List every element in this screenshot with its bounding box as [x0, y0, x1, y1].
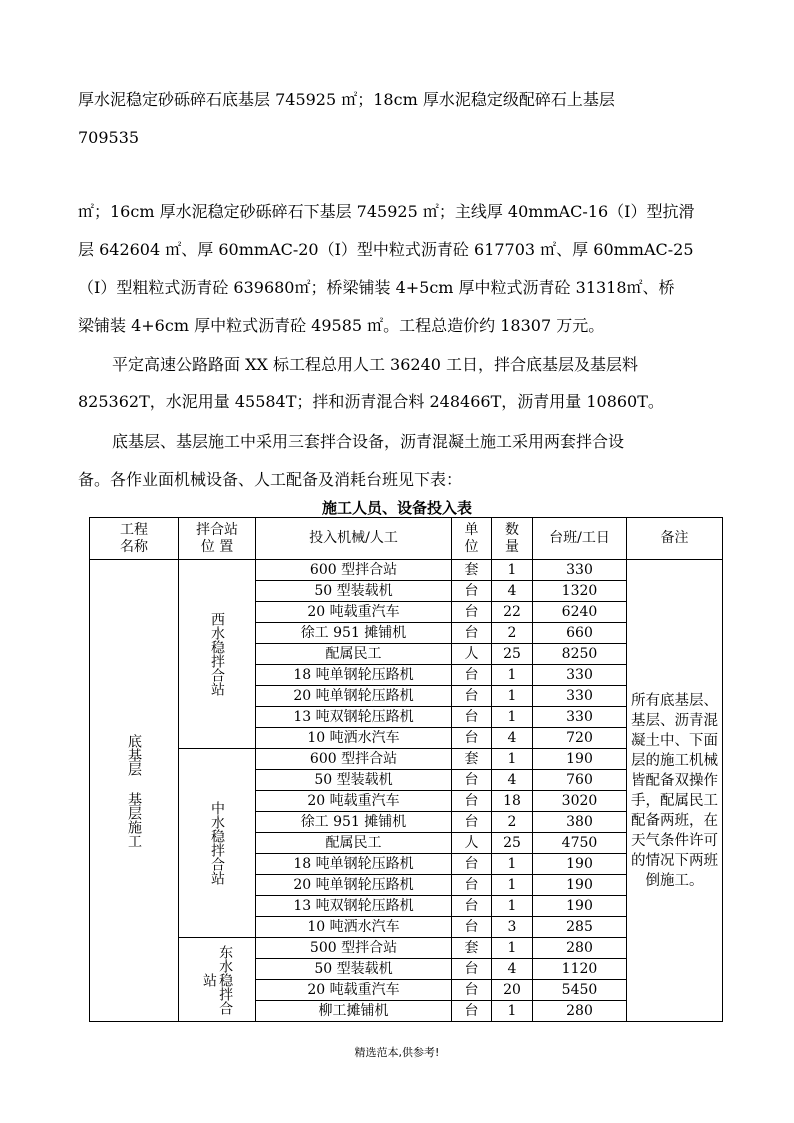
unit-cell: 人: [452, 833, 492, 854]
machine-cell: 配属民工: [256, 833, 452, 854]
machine-cell: 20 吨载重汽车: [256, 980, 452, 1001]
paragraph-line: 709535: [78, 128, 140, 147]
quantity-cell: 25: [492, 833, 533, 854]
unit-cell: 台: [452, 980, 492, 1001]
quantity-cell: 1: [492, 1001, 533, 1022]
unit-cell: 台: [452, 917, 492, 938]
shifts-cell: 280: [533, 1001, 627, 1022]
shifts-cell: 190: [533, 875, 627, 896]
quantity-cell: 1: [492, 896, 533, 917]
paragraph-line: 底基层、基层施工中采用三套拌合设备，沥青混凝土施工采用两套拌合设: [112, 432, 625, 451]
quantity-cell: 22: [492, 602, 533, 623]
shifts-cell: 190: [533, 854, 627, 875]
table-header-row: [90, 518, 723, 560]
shifts-cell: 760: [533, 770, 627, 791]
unit-cell: 台: [452, 812, 492, 833]
quantity-cell: 4: [492, 728, 533, 749]
unit-cell: 套: [452, 938, 492, 959]
machine-cell: 600 型拌合站: [256, 749, 452, 770]
quantity-cell: 1: [492, 875, 533, 896]
unit-cell: 台: [452, 581, 492, 602]
shifts-cell: 380: [533, 812, 627, 833]
station-cell-middle: 中水稳拌合站: [179, 749, 256, 938]
unit-cell: 台: [452, 959, 492, 980]
machine-cell: 配属民工: [256, 644, 452, 665]
unit-cell: 人: [452, 644, 492, 665]
unit-cell: 台: [452, 1001, 492, 1022]
shifts-cell: 330: [533, 560, 627, 581]
unit-cell: 台: [452, 896, 492, 917]
unit-cell: 台: [452, 623, 492, 644]
machine-cell: 20 吨载重汽车: [256, 602, 452, 623]
quantity-cell: 2: [492, 812, 533, 833]
station-cell-east: 东水稳拌合站: [179, 938, 256, 1022]
paragraph-line: （I）型粗粒式沥青砼 639680㎡；桥梁铺装 4+5cm 厚中粒式沥青砼 31318㎡、桥: [78, 278, 675, 297]
shifts-cell: 1320: [533, 581, 627, 602]
quantity-cell: 4: [492, 959, 533, 980]
quantity-cell: 1: [492, 665, 533, 686]
shifts-cell: 660: [533, 623, 627, 644]
paragraph-line: 层 642604 ㎡、厚 60mmAC-20（I）型中粒式沥青砼 617703 ㎡、厚 60mmAC-25: [78, 240, 694, 259]
unit-cell: 套: [452, 560, 492, 581]
shifts-cell: 330: [533, 707, 627, 728]
quantity-cell: 1: [492, 686, 533, 707]
machine-cell: 18 吨单钢轮压路机: [256, 665, 452, 686]
machine-cell: 20 吨单钢轮压路机: [256, 875, 452, 896]
quantity-cell: 20: [492, 980, 533, 1001]
shifts-cell: 330: [533, 665, 627, 686]
shifts-cell: 8250: [533, 644, 627, 665]
shifts-cell: 3020: [533, 791, 627, 812]
machine-cell: 10 吨洒水汽车: [256, 917, 452, 938]
machine-cell: 600 型拌合站: [256, 560, 452, 581]
table-row: [90, 560, 723, 581]
shifts-cell: 5450: [533, 980, 627, 1001]
shifts-cell: 285: [533, 917, 627, 938]
machine-cell: 500 型拌合站: [256, 938, 452, 959]
paragraph-line: ㎡；16cm 厚水泥稳定砂砾碎石下基层 745925 ㎡；主线厚 40mmAC-16（I）型抗滑: [78, 202, 695, 221]
machine-cell: 13 吨双钢轮压路机: [256, 896, 452, 917]
unit-cell: 台: [452, 686, 492, 707]
header-remarks: 备注: [627, 518, 723, 560]
unit-cell: 台: [452, 728, 492, 749]
unit-cell: 台: [452, 791, 492, 812]
quantity-cell: 4: [492, 770, 533, 791]
machine-cell: 10 吨洒水汽车: [256, 728, 452, 749]
unit-cell: 台: [452, 770, 492, 791]
unit-cell: 台: [452, 875, 492, 896]
machine-cell: 50 型装载机: [256, 770, 452, 791]
header-project-name: 工程 名称: [90, 518, 179, 560]
machine-cell: 柳工摊铺机: [256, 1001, 452, 1022]
shifts-cell: 6240: [533, 602, 627, 623]
station-cell-west: 西水稳拌合站: [179, 560, 256, 749]
quantity-cell: 3: [492, 917, 533, 938]
paragraph-line: 825362T，水泥用量 45584T；拌和沥青混合料 248466T，沥青用量 10860T。: [78, 392, 664, 411]
machine-cell: 20 吨单钢轮压路机: [256, 686, 452, 707]
table-title: 施工人员、设备投入表: [321, 499, 472, 517]
shifts-cell: 330: [533, 686, 627, 707]
header-station-location: 拌合站 位 置: [179, 518, 256, 560]
quantity-cell: 2: [492, 623, 533, 644]
quantity-cell: 1: [492, 854, 533, 875]
unit-cell: 台: [452, 665, 492, 686]
paragraph-line: 梁铺装 4+6cm 厚中粒式沥青砼 49585 ㎡。工程总造价约 18307 万元。: [78, 316, 605, 335]
quantity-cell: 1: [492, 707, 533, 728]
shifts-cell: 280: [533, 938, 627, 959]
header-quantity: 数 量: [492, 518, 533, 560]
shifts-cell: 190: [533, 749, 627, 770]
header-shifts: 台班/工日: [533, 518, 627, 560]
header-unit: 单 位: [452, 518, 492, 560]
paragraph-line: 平定高速公路路面 XX 标工程总用人工 36240 工日，拌合底基层及基层料: [112, 355, 639, 374]
unit-cell: 台: [452, 602, 492, 623]
machine-cell: 50 型装载机: [256, 959, 452, 980]
machine-cell: 徐工 951 摊铺机: [256, 812, 452, 833]
quantity-cell: 4: [492, 581, 533, 602]
footer-note: 精选范本,供参考!: [354, 1046, 440, 1059]
shifts-cell: 1120: [533, 959, 627, 980]
paragraph-line: 备。各作业面机械设备、人工配备及消耗台班见下表：: [78, 470, 463, 489]
machine-cell: 50 型装载机: [256, 581, 452, 602]
quantity-cell: 1: [492, 938, 533, 959]
quantity-cell: 1: [492, 749, 533, 770]
shifts-cell: 4750: [533, 833, 627, 854]
quantity-cell: 1: [492, 560, 533, 581]
project-name-cell: 底基层 基层施工: [90, 560, 179, 1022]
shifts-cell: 720: [533, 728, 627, 749]
machine-cell: 18 吨单钢轮压路机: [256, 854, 452, 875]
machine-cell: 徐工 951 摊铺机: [256, 623, 452, 644]
quantity-cell: 25: [492, 644, 533, 665]
header-machinery: 投入机械/人工: [256, 518, 452, 560]
unit-cell: 台: [452, 707, 492, 728]
unit-cell: 套: [452, 749, 492, 770]
shifts-cell: 190: [533, 896, 627, 917]
unit-cell: 台: [452, 854, 492, 875]
remarks-cell: 所有底基层、基层、沥青混凝土中、下面层的施工机械皆配备双操作手，配属民工配备两班，在天气条件许可的情况下两班倒施工。: [627, 560, 723, 1022]
paragraph-line: 厚水泥稳定砂砾碎石底基层 745925 ㎡；18cm 厚水泥稳定级配碎石上基层: [78, 90, 615, 109]
machine-cell: 13 吨双钢轮压路机: [256, 707, 452, 728]
machine-cell: 20 吨载重汽车: [256, 791, 452, 812]
equipment-table: [89, 517, 723, 1022]
quantity-cell: 18: [492, 791, 533, 812]
